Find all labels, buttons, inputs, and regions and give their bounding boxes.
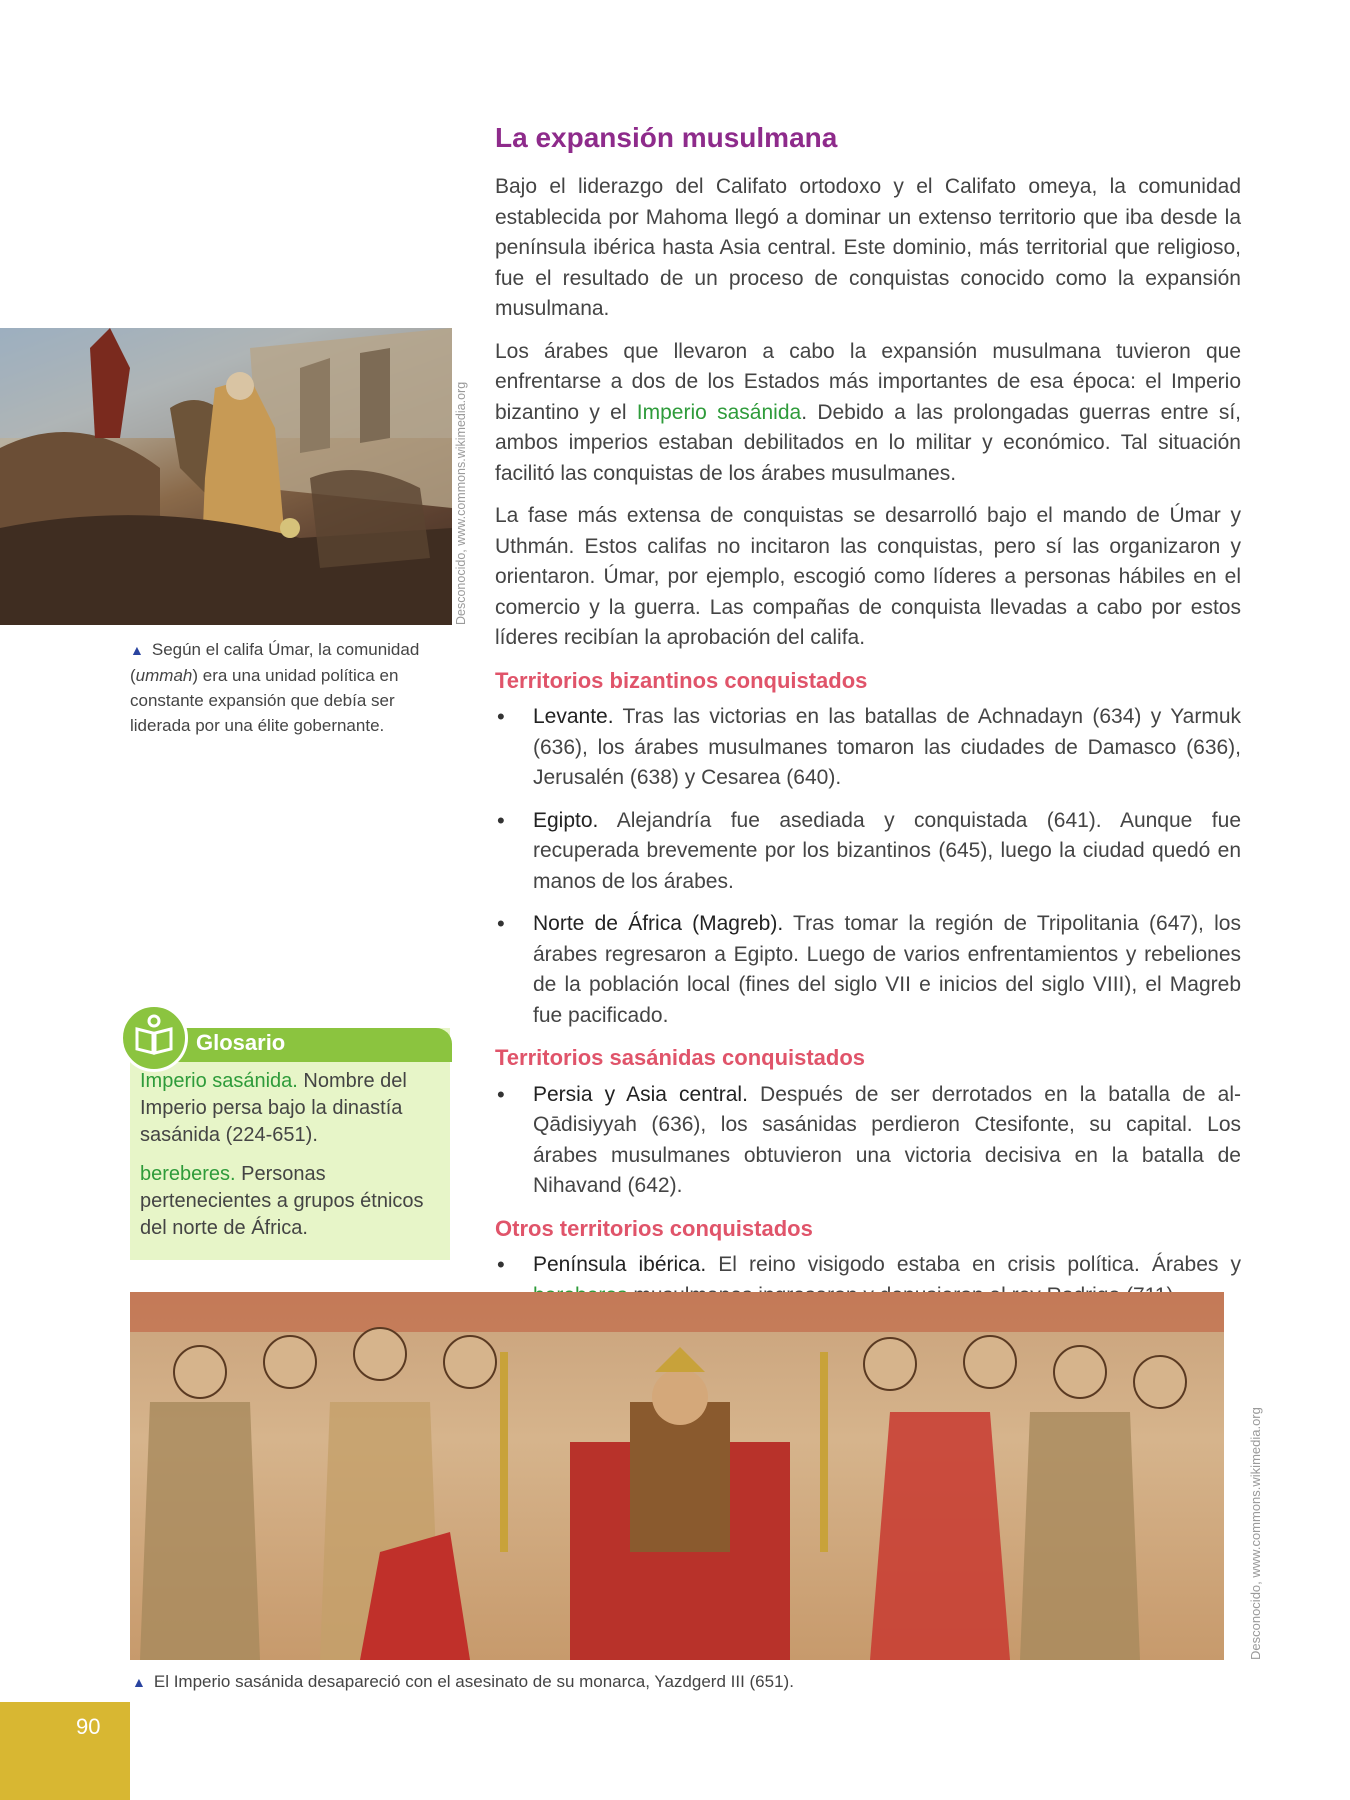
- conquest-painting-illustration: [0, 328, 452, 625]
- item-text: Tras las victorias en las batallas de Achnadayn (634) y Yarmuk (636), los árabes musulmanes tomaron las ciudades de Damasco (636), Jerusalén (638) y Cesarea (640).: [533, 705, 1241, 789]
- glossary-entry: [140, 1161, 440, 1242]
- item-lead: Egipto.: [533, 808, 599, 832]
- item-lead: Persia y Asia central.: [533, 1082, 748, 1106]
- caption-triangle-icon: ▲: [132, 1674, 146, 1690]
- glossary-term: bereberes.: [140, 1163, 236, 1185]
- glossary-body: [140, 1068, 440, 1254]
- paragraph-empires-after: . Debido a las prolongadas guerras entre sí, ambos imperios estaban debilitados en lo militar y económico. Tal situación facilitó las conquistas de los árabes musulmanes.: [495, 400, 1241, 485]
- caption-text: El Imperio sasánida desapareció con el asesinato de su monarca, Yazdgerd III (651).: [153, 1672, 794, 1691]
- paragraph-intro: Bajo el liderazgo del Califato ortodoxo y el Califato omeya, la comunidad establecida por Mahoma llegó a dominar un extenso territorio que iba desde la península ibérica hasta Asia central. Este dominio, más territorial que religioso, fue el resultado de un proceso de conquistas conocido como la expansión musulmana.: [495, 175, 1241, 320]
- list-item: [495, 1080, 1241, 1202]
- item-lead: Levante.: [533, 705, 614, 728]
- glossary-term: Imperio sasánida.: [140, 1070, 298, 1092]
- glossary-title: Glosario: [196, 1030, 286, 1055]
- paragraph-umar: La fase más extensa de conquistas se desarrolló bajo el mando de Úmar y Uthmán. Estos califas no incitaron las conquistas, pero sí las organizaron y orientaron. Úmar, por ejemplo, escogió como líderes a personas hábiles en el comercio y la guerra. Las compañas de conquista llevadas a cabo por estos líderes recibían la aprobación del califa.: [495, 504, 1241, 649]
- glossary-definition: Nombre del Imperio persa bajo la dinastía sasánida (224-651).: [140, 1070, 407, 1146]
- glossary-term-link-sasanid: Imperio sasánida: [636, 400, 802, 424]
- page-number: 90: [76, 1714, 101, 1739]
- list-byzantine: [495, 702, 1241, 1031]
- page-number-bar: [0, 1702, 130, 1800]
- image-caption-yazdgerd: [132, 1672, 794, 1692]
- item-text: Después de ser derrotados en la batalla de al-Qādisiyyah (636), los sasánidas perdieron Ctesifonte, su capital. Los árabes musulmanes obtuvieron una victoria decisiva en la batalla de Nihavand (642).: [533, 1082, 1241, 1197]
- list-item: [495, 702, 1241, 794]
- heading-byzantine: Territorios bizantinos conquistados: [495, 667, 868, 693]
- item-text-before: El reino visigodo estaba en crisis política. Árabes y: [706, 1253, 1241, 1276]
- glossary-definition: Personas pertenecientes a grupos étnicos del norte de África.: [140, 1163, 424, 1239]
- caption-text-after: ) era una unidad política en constante expansión que debía ser liderada por una élite gobernante.: [130, 666, 399, 735]
- section-title: La expansión musulmana: [495, 122, 838, 153]
- heading-sasanid: Territorios sasánidas conquistados: [495, 1045, 866, 1070]
- caption-text-before: Según el califa Úmar, la comunidad (: [130, 640, 420, 685]
- book-icon: [120, 1004, 188, 1072]
- glossary-entry: [140, 1068, 440, 1149]
- caption-triangle-icon: ▲: [130, 642, 144, 658]
- paragraph-empires-before: Los árabes que llevaron a cabo la expansión musulmana tuvieron que enfrentarse a dos de los Estados más importantes de esa época: el Imperio bizantino y el: [495, 339, 1241, 424]
- conquest-painting-image: [0, 328, 452, 625]
- item-text: Alejandría fue asediada y conquistada (641). Aunque fue recuperada brevemente por los bizantinos (645), luego la ciudad quedó en manos de los árabes.: [533, 808, 1241, 893]
- caption-italic-term: ummah: [135, 666, 193, 685]
- heading-others: Otros territorios conquistados: [495, 1215, 813, 1241]
- list-sasanid: [495, 1080, 1241, 1202]
- image-credit-vertical-2: Desconocido, www.commons.wikimedia.org: [1248, 1407, 1263, 1660]
- image-caption-umar: [130, 637, 430, 738]
- main-text-column: [495, 172, 1241, 1323]
- sasanid-court-miniature-image: [130, 1292, 1224, 1660]
- book-icon-graphic: [123, 1007, 185, 1069]
- list-item: [495, 909, 1241, 1031]
- image-credit-vertical: Desconocido, www.commons.wikimedia.org: [454, 381, 468, 625]
- paragraph-empires: [495, 337, 1241, 490]
- item-text: Tras tomar la región de Tripolitania (647), los árabes regresaron a Egipto. Luego de varios enfrentamientos y rebeliones de la población local (fines del siglo VII e inicios del siglo VIII), el Magreb fue pacificado.: [533, 912, 1241, 1027]
- item-lead: Norte de África (Magreb).: [533, 912, 784, 935]
- item-lead: Península ibérica.: [533, 1253, 707, 1276]
- miniature-illustration: [130, 1292, 1224, 1660]
- list-item: [495, 806, 1241, 898]
